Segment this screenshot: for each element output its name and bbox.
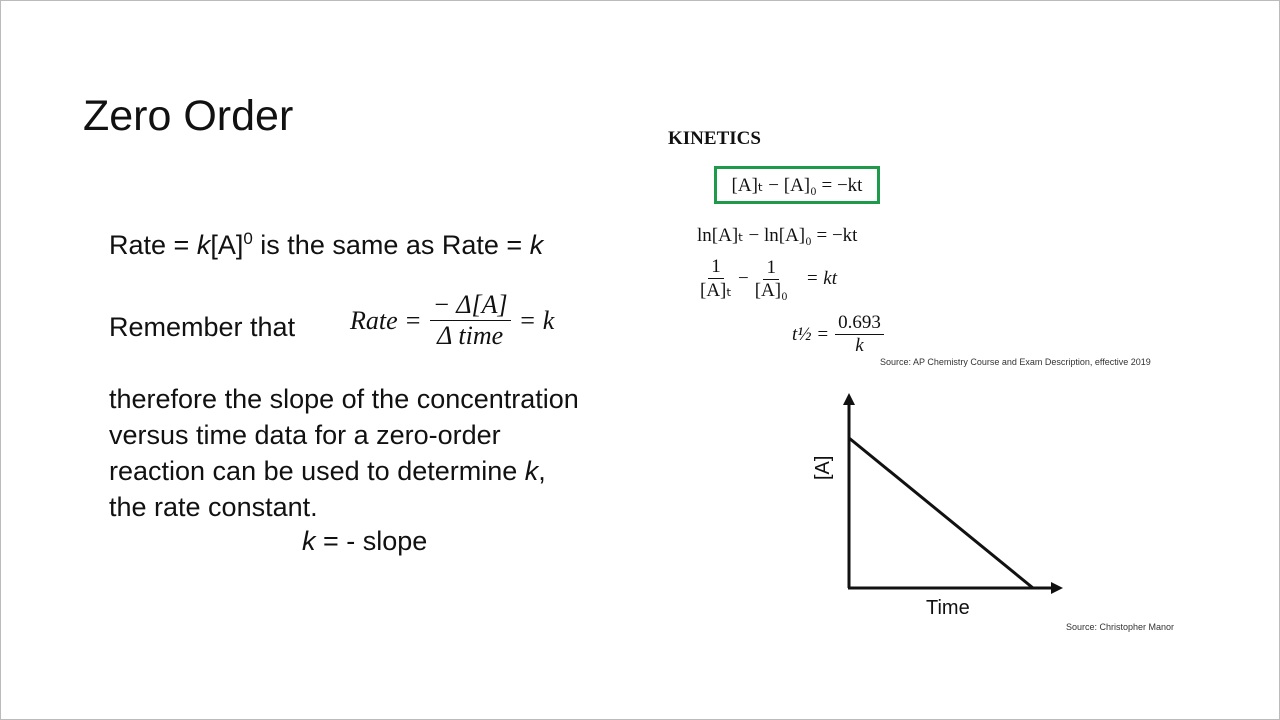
chart-source: Source: Christopher Manor bbox=[1066, 622, 1175, 632]
y-axis-label: [A] bbox=[812, 455, 834, 480]
numerator: 1 bbox=[763, 257, 779, 280]
rate-lhs: Rate = bbox=[350, 305, 422, 335]
paragraph-line: the rate constant. bbox=[109, 492, 318, 522]
remember-label: Remember that bbox=[109, 312, 296, 342]
y-axis-arrow-icon bbox=[843, 393, 855, 405]
k-symbol: k bbox=[524, 456, 539, 486]
paragraph-text: reaction can be used to determine bbox=[109, 456, 525, 486]
fraction-numerator: − Δ[A] bbox=[430, 290, 511, 321]
denominator: k bbox=[855, 335, 864, 356]
first-order-equation: ln[A]ₜ − ln[A]₀ = −kt bbox=[697, 225, 858, 246]
paragraph-line: therefore the slope of the concentration bbox=[109, 384, 579, 414]
fraction-denominator: Δ time bbox=[437, 321, 504, 350]
numerator: 0.693 bbox=[835, 312, 884, 335]
denominator: [A]₀ bbox=[754, 279, 788, 301]
rate-rhs: = k bbox=[518, 305, 555, 335]
slide-title: Zero Order bbox=[83, 92, 294, 140]
exponent: 0 bbox=[243, 229, 253, 248]
half-life-lhs: t½ = bbox=[792, 323, 830, 345]
paragraph-line: versus time data for a zero-order bbox=[109, 420, 501, 450]
denominator: [A]ₜ bbox=[700, 280, 732, 301]
rate-prefix: Rate = bbox=[109, 230, 197, 260]
k-symbol: k bbox=[529, 230, 544, 260]
minus: − bbox=[737, 268, 749, 289]
kinetics-heading: KINETICS bbox=[668, 128, 761, 149]
kinetics-source: Source: AP Chemistry Course and Exam Description, effective 2019 bbox=[880, 357, 1151, 367]
comma: , bbox=[538, 456, 546, 486]
concentration: [A] bbox=[210, 230, 244, 260]
rate-middle: is the same as Rate = bbox=[252, 230, 530, 260]
slope-text: = - slope bbox=[315, 526, 428, 556]
x-axis-label: Time bbox=[926, 597, 970, 619]
k-symbol: k bbox=[302, 526, 316, 556]
zero-order-equation: [A]ₜ − [A]₀ = −kt bbox=[731, 174, 863, 196]
x-axis-arrow-icon bbox=[1051, 582, 1063, 594]
numerator: 1 bbox=[708, 256, 724, 279]
k-symbol: k bbox=[196, 230, 211, 260]
rhs: = kt bbox=[805, 268, 837, 289]
series-line bbox=[849, 438, 1033, 588]
